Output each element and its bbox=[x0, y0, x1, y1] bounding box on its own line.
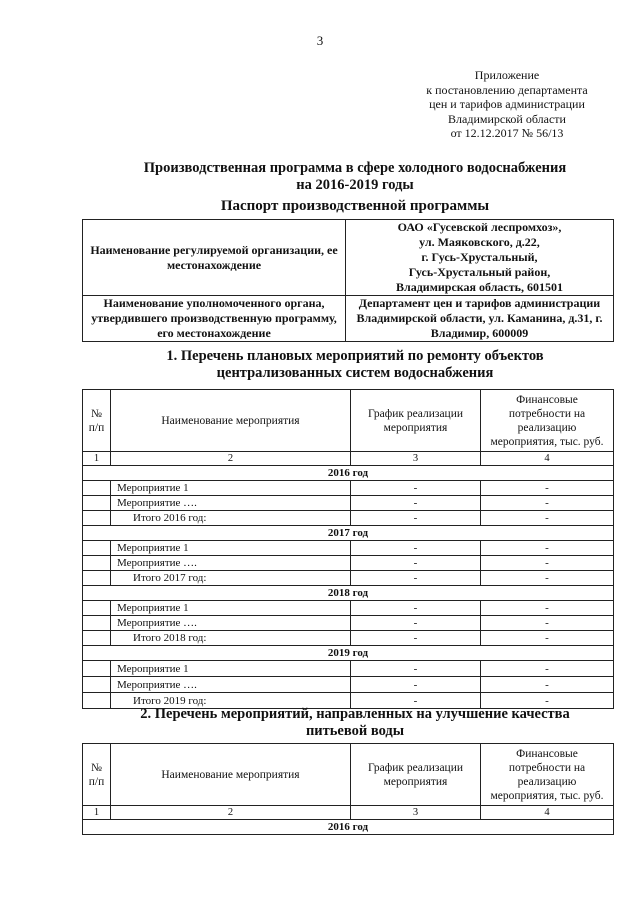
table-header-row bbox=[83, 744, 614, 806]
column-number: 1 bbox=[83, 806, 111, 820]
schedule-cell: - bbox=[351, 496, 481, 511]
finance-cell: - bbox=[481, 616, 614, 631]
schedule-cell: - bbox=[351, 556, 481, 571]
finance-cell: - bbox=[481, 661, 614, 677]
total-row bbox=[83, 511, 614, 526]
page-number: 3 bbox=[316, 33, 324, 48]
column-header: График реализации мероприятия bbox=[351, 390, 481, 452]
passport-value-line: ул. Маяковского, д.22, bbox=[419, 235, 540, 249]
total-label: Итого 2017 год: bbox=[111, 571, 351, 586]
schedule-cell: - bbox=[351, 511, 481, 526]
year-row bbox=[83, 586, 614, 601]
column-number-row bbox=[83, 806, 614, 820]
schedule-cell: - bbox=[351, 677, 481, 693]
column-number-row bbox=[83, 452, 614, 466]
schedule-cell: - bbox=[351, 693, 481, 709]
finance-cell: - bbox=[481, 496, 614, 511]
column-number: 3 bbox=[351, 806, 481, 820]
schedule-cell: - bbox=[351, 631, 481, 646]
total-label: Итого 2019 год: bbox=[111, 693, 351, 709]
section1-title bbox=[0, 348, 640, 382]
appendix-line: Владимирской области bbox=[448, 111, 566, 126]
column-number: 4 bbox=[481, 452, 614, 466]
finance-cell: - bbox=[481, 693, 614, 709]
finance-cell: - bbox=[481, 541, 614, 556]
finance-cell: - bbox=[481, 556, 614, 571]
measure-name: Мероприятие 1 bbox=[111, 601, 351, 616]
finance-cell: - bbox=[481, 631, 614, 646]
measure-name: Мероприятие 1 bbox=[111, 541, 351, 556]
passport-label: Наименование уполномоченного органа, утвердившего производственную программу, его местонахождение bbox=[83, 296, 346, 342]
table-row bbox=[83, 677, 614, 693]
passport-label: Наименование регулируемой организации, ее местонахождение bbox=[83, 220, 346, 296]
total-label: Итого 2018 год: bbox=[111, 631, 351, 646]
passport-value-line: Владимирская область, 601501 bbox=[395, 280, 564, 294]
passport-value: Департамент цен и тарифов администрации Владимирской области, ул. Каманина, д.31, г. Владимир, 600009 bbox=[346, 296, 614, 342]
passport-row bbox=[83, 296, 614, 342]
schedule-cell: - bbox=[351, 541, 481, 556]
section2-title bbox=[0, 706, 640, 740]
table-row bbox=[83, 661, 614, 677]
table-row bbox=[83, 481, 614, 496]
table-row bbox=[83, 556, 614, 571]
column-header: Финансовые потребности на реализацию мероприятия, тыс. руб. bbox=[481, 744, 614, 806]
appendix-line: от 12.12.2017 № 56/13 bbox=[450, 126, 564, 140]
measure-name: Мероприятие …. bbox=[111, 556, 351, 571]
passport-title: Паспорт производственной программы bbox=[220, 198, 490, 214]
column-number: 2 bbox=[111, 452, 351, 466]
column-header: График реализации мероприятия bbox=[351, 744, 481, 806]
finance-cell: - bbox=[481, 601, 614, 616]
table-row bbox=[83, 601, 614, 616]
year-row bbox=[83, 526, 614, 541]
water-quality-table bbox=[82, 743, 614, 835]
year-label: 2019 год bbox=[83, 646, 614, 661]
finance-cell: - bbox=[481, 571, 614, 586]
finance-cell: - bbox=[481, 677, 614, 693]
measure-name: Мероприятие …. bbox=[111, 496, 351, 511]
year-label: 2016 год bbox=[83, 820, 614, 835]
section1-title-line: централизованных систем водоснабжения bbox=[216, 365, 494, 381]
year-label: 2017 год bbox=[83, 526, 614, 541]
column-header: № п/п bbox=[83, 390, 111, 452]
year-label: 2016 год bbox=[83, 466, 614, 481]
column-number: 4 bbox=[481, 806, 614, 820]
passport-value bbox=[346, 220, 614, 296]
passport-value-line: ОАО «Гусевской леспромхоз», bbox=[397, 220, 562, 234]
column-header: Наименование мероприятия bbox=[111, 744, 351, 806]
document-title-line: Производственная программа в сфере холодного водоснабжения bbox=[143, 160, 567, 176]
table-row bbox=[83, 541, 614, 556]
schedule-cell: - bbox=[351, 661, 481, 677]
section1-title-line: 1. Перечень плановых мероприятий по ремонту объектов bbox=[166, 348, 544, 364]
appendix-line: к постановлению департамента bbox=[426, 82, 588, 97]
finance-cell: - bbox=[481, 511, 614, 526]
appendix-line: Приложение bbox=[474, 68, 540, 82]
passport-table bbox=[82, 219, 614, 342]
schedule-cell: - bbox=[351, 571, 481, 586]
schedule-cell: - bbox=[351, 481, 481, 496]
total-label: Итого 2016 год: bbox=[111, 511, 351, 526]
passport-value-line: Гусь-Хрустальный район, bbox=[408, 265, 551, 279]
total-row bbox=[83, 571, 614, 586]
column-header: Финансовые потребности на реализацию мероприятия, тыс. руб. bbox=[481, 390, 614, 452]
measure-name: Мероприятие …. bbox=[111, 677, 351, 693]
table-row bbox=[83, 616, 614, 631]
table-header-row bbox=[83, 390, 614, 452]
appendix-line: цен и тарифов администрации bbox=[429, 97, 585, 111]
document-title bbox=[0, 160, 640, 194]
column-number: 2 bbox=[111, 806, 351, 820]
document-title-line: на 2016-2019 годы bbox=[296, 177, 414, 193]
measure-name: Мероприятие …. bbox=[111, 616, 351, 631]
year-row bbox=[83, 820, 614, 835]
year-row bbox=[83, 646, 614, 661]
section2-title-line: питьевой воды bbox=[305, 723, 405, 739]
section2-title-line: 2. Перечень мероприятий, направленных на улучшение качества bbox=[140, 706, 570, 722]
finance-cell: - bbox=[481, 481, 614, 496]
measure-name: Мероприятие 1 bbox=[111, 661, 351, 677]
schedule-cell: - bbox=[351, 616, 481, 631]
column-number: 3 bbox=[351, 452, 481, 466]
passport-value-line: г. Гусь-Хрустальный, bbox=[421, 250, 538, 264]
year-row bbox=[83, 466, 614, 481]
table-row bbox=[83, 496, 614, 511]
measure-name: Мероприятие 1 bbox=[111, 481, 351, 496]
column-header: Наименование мероприятия bbox=[111, 390, 351, 452]
passport-row bbox=[83, 220, 614, 296]
total-row bbox=[83, 631, 614, 646]
column-number: 1 bbox=[83, 452, 111, 466]
schedule-cell: - bbox=[351, 601, 481, 616]
repair-measures-table bbox=[82, 389, 614, 709]
column-header: № п/п bbox=[83, 744, 111, 806]
appendix-block bbox=[407, 68, 607, 141]
year-label: 2018 год bbox=[83, 586, 614, 601]
